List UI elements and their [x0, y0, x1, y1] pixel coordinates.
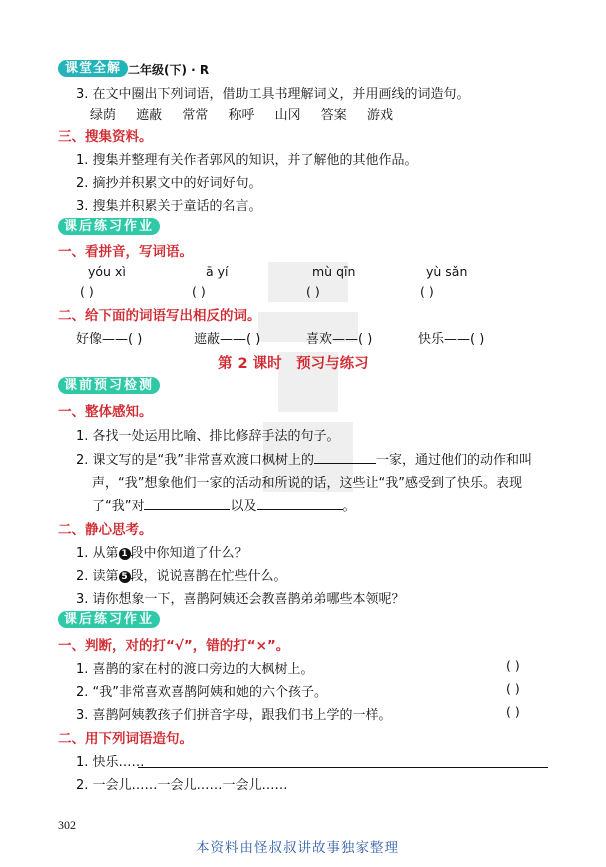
sentence-item: 1. 快乐…… — [76, 755, 145, 770]
pinyin-2: ā yí — [206, 264, 229, 279]
section-badge-after-class: 课后练习作业 — [58, 611, 160, 628]
word-item: 常常 — [182, 108, 209, 123]
question-3-text: 3. 在文中圈出下列词语，借助工具书理解词义，并用画线的词造句。 — [76, 87, 470, 102]
section-badge-after-class: 课后练习作业 — [58, 218, 160, 235]
word-item: 山冈 — [274, 108, 301, 123]
lesson-title: 第 2 课时 预习与练习 — [218, 356, 369, 372]
footer-credit: 本资料由怪叔叔讲故事独家整理 — [196, 840, 399, 856]
grade-label: 二年级(下) · R — [128, 63, 210, 77]
think-q3: 3. 请你想象一下，喜鹊阿姨还会教喜鹊弟弟哪些本领呢？ — [76, 592, 405, 607]
think-q1 — [76, 542, 248, 561]
judge-answer-blank[interactable]: ( ) — [506, 681, 520, 696]
overall-q1: 1. 各找一处运用比喻、排比修辞手法的句子。 — [76, 429, 340, 444]
think-q2-part: 2. 读第 — [76, 569, 119, 584]
section-title-judge: 一、判断，对的打“√”，错的打“×”。 — [58, 638, 290, 654]
section-badge-preview: 课前预习检测 — [58, 377, 160, 394]
section-title-think: 二、静心思考。 — [58, 522, 153, 538]
answer-blank[interactable]: ( ) — [420, 284, 434, 299]
section-badge-lesson-explained: 课堂全解 — [58, 60, 128, 77]
fill-blank[interactable] — [314, 451, 376, 464]
antonym-item[interactable]: 好像——( ) — [76, 332, 143, 347]
antonym-item[interactable]: 喜欢——( ) — [306, 332, 373, 347]
think-q1-part: 段中你知道了什么？ — [130, 546, 248, 561]
sentence-item: 2. 一会儿……一会儿……一会儿…… — [76, 778, 288, 793]
section-title-pinyin: 一、看拼音，写词语。 — [58, 244, 193, 260]
judge-item: 1. 喜鹊的家在村的渡口旁边的大枫树上。 — [76, 662, 314, 677]
section-title-search: 三、搜集资料。 — [58, 129, 153, 145]
answer-blank[interactable]: ( ) — [192, 284, 206, 299]
overall-q2-part: 以及 — [230, 499, 257, 514]
word-item: 遮蔽 — [136, 108, 163, 123]
overall-q2-line3 — [92, 495, 356, 514]
list-item: 1. 搜集并整理有关作者郭风的知识，并了解他的其他作品。 — [76, 153, 418, 168]
paragraph-number-badge: 1 — [119, 548, 131, 560]
section-title-overall: 一、整体感知。 — [58, 404, 153, 420]
overall-q2-part: 2. 课文写的是“我”非常喜欢渡口枫树上的 — [76, 453, 315, 468]
pinyin-1: yóu xì — [88, 264, 126, 279]
answer-blank[interactable]: ( ) — [80, 284, 94, 299]
pinyin-3: mù qīn — [312, 264, 356, 279]
answer-line[interactable] — [138, 767, 548, 768]
overall-q2-line2: 声，“我”想象他们一家的活动和所说的话，这些让“我”感受到了快乐。表现 — [92, 476, 522, 491]
overall-q2-part: 一家，通过他们的动作和叫 — [376, 453, 533, 468]
section-title-sentence: 二、用下列词语造句。 — [58, 731, 193, 747]
word-item: 绿荫 — [90, 108, 117, 123]
judge-item: 2. “我”非常喜欢喜鹊阿姨和她的六个孩子。 — [76, 685, 328, 700]
fill-blank[interactable] — [144, 497, 230, 510]
judge-answer-blank[interactable]: ( ) — [506, 704, 520, 719]
page-number: 302 — [58, 818, 76, 832]
fill-blank[interactable] — [257, 497, 343, 510]
list-item: 2. 摘抄并积累文中的好词好句。 — [76, 176, 262, 191]
think-q2 — [76, 565, 287, 584]
word-item: 称呼 — [228, 108, 255, 123]
pinyin-4: yù sǎn — [426, 264, 468, 279]
overall-q2-part: 。 — [342, 499, 356, 514]
think-q1-part: 1. 从第 — [76, 546, 119, 561]
paragraph-number-badge: 5 — [119, 571, 131, 583]
judge-item: 3. 喜鹊阿姨教孩子们拼音字母，跟我们书上学的一样。 — [76, 708, 392, 723]
answer-blank[interactable]: ( ) — [306, 284, 320, 299]
think-q2-part: 段，说说喜鹊在忙些什么。 — [130, 569, 287, 584]
antonym-item[interactable]: 遮蔽——( ) — [194, 332, 261, 347]
antonym-item[interactable]: 快乐——( ) — [418, 332, 485, 347]
word-item: 游戏 — [366, 108, 393, 123]
overall-q2-part: 了“我”对 — [92, 499, 145, 514]
judge-answer-blank[interactable]: ( ) — [506, 658, 520, 673]
word-item: 答案 — [320, 108, 347, 123]
list-item: 3. 搜集并积累关于童话的名言。 — [76, 199, 262, 214]
section-title-antonym: 二、给下面的词语写出相反的词。 — [58, 308, 261, 324]
word-list — [90, 104, 393, 123]
overall-q2-line1 — [76, 449, 532, 468]
